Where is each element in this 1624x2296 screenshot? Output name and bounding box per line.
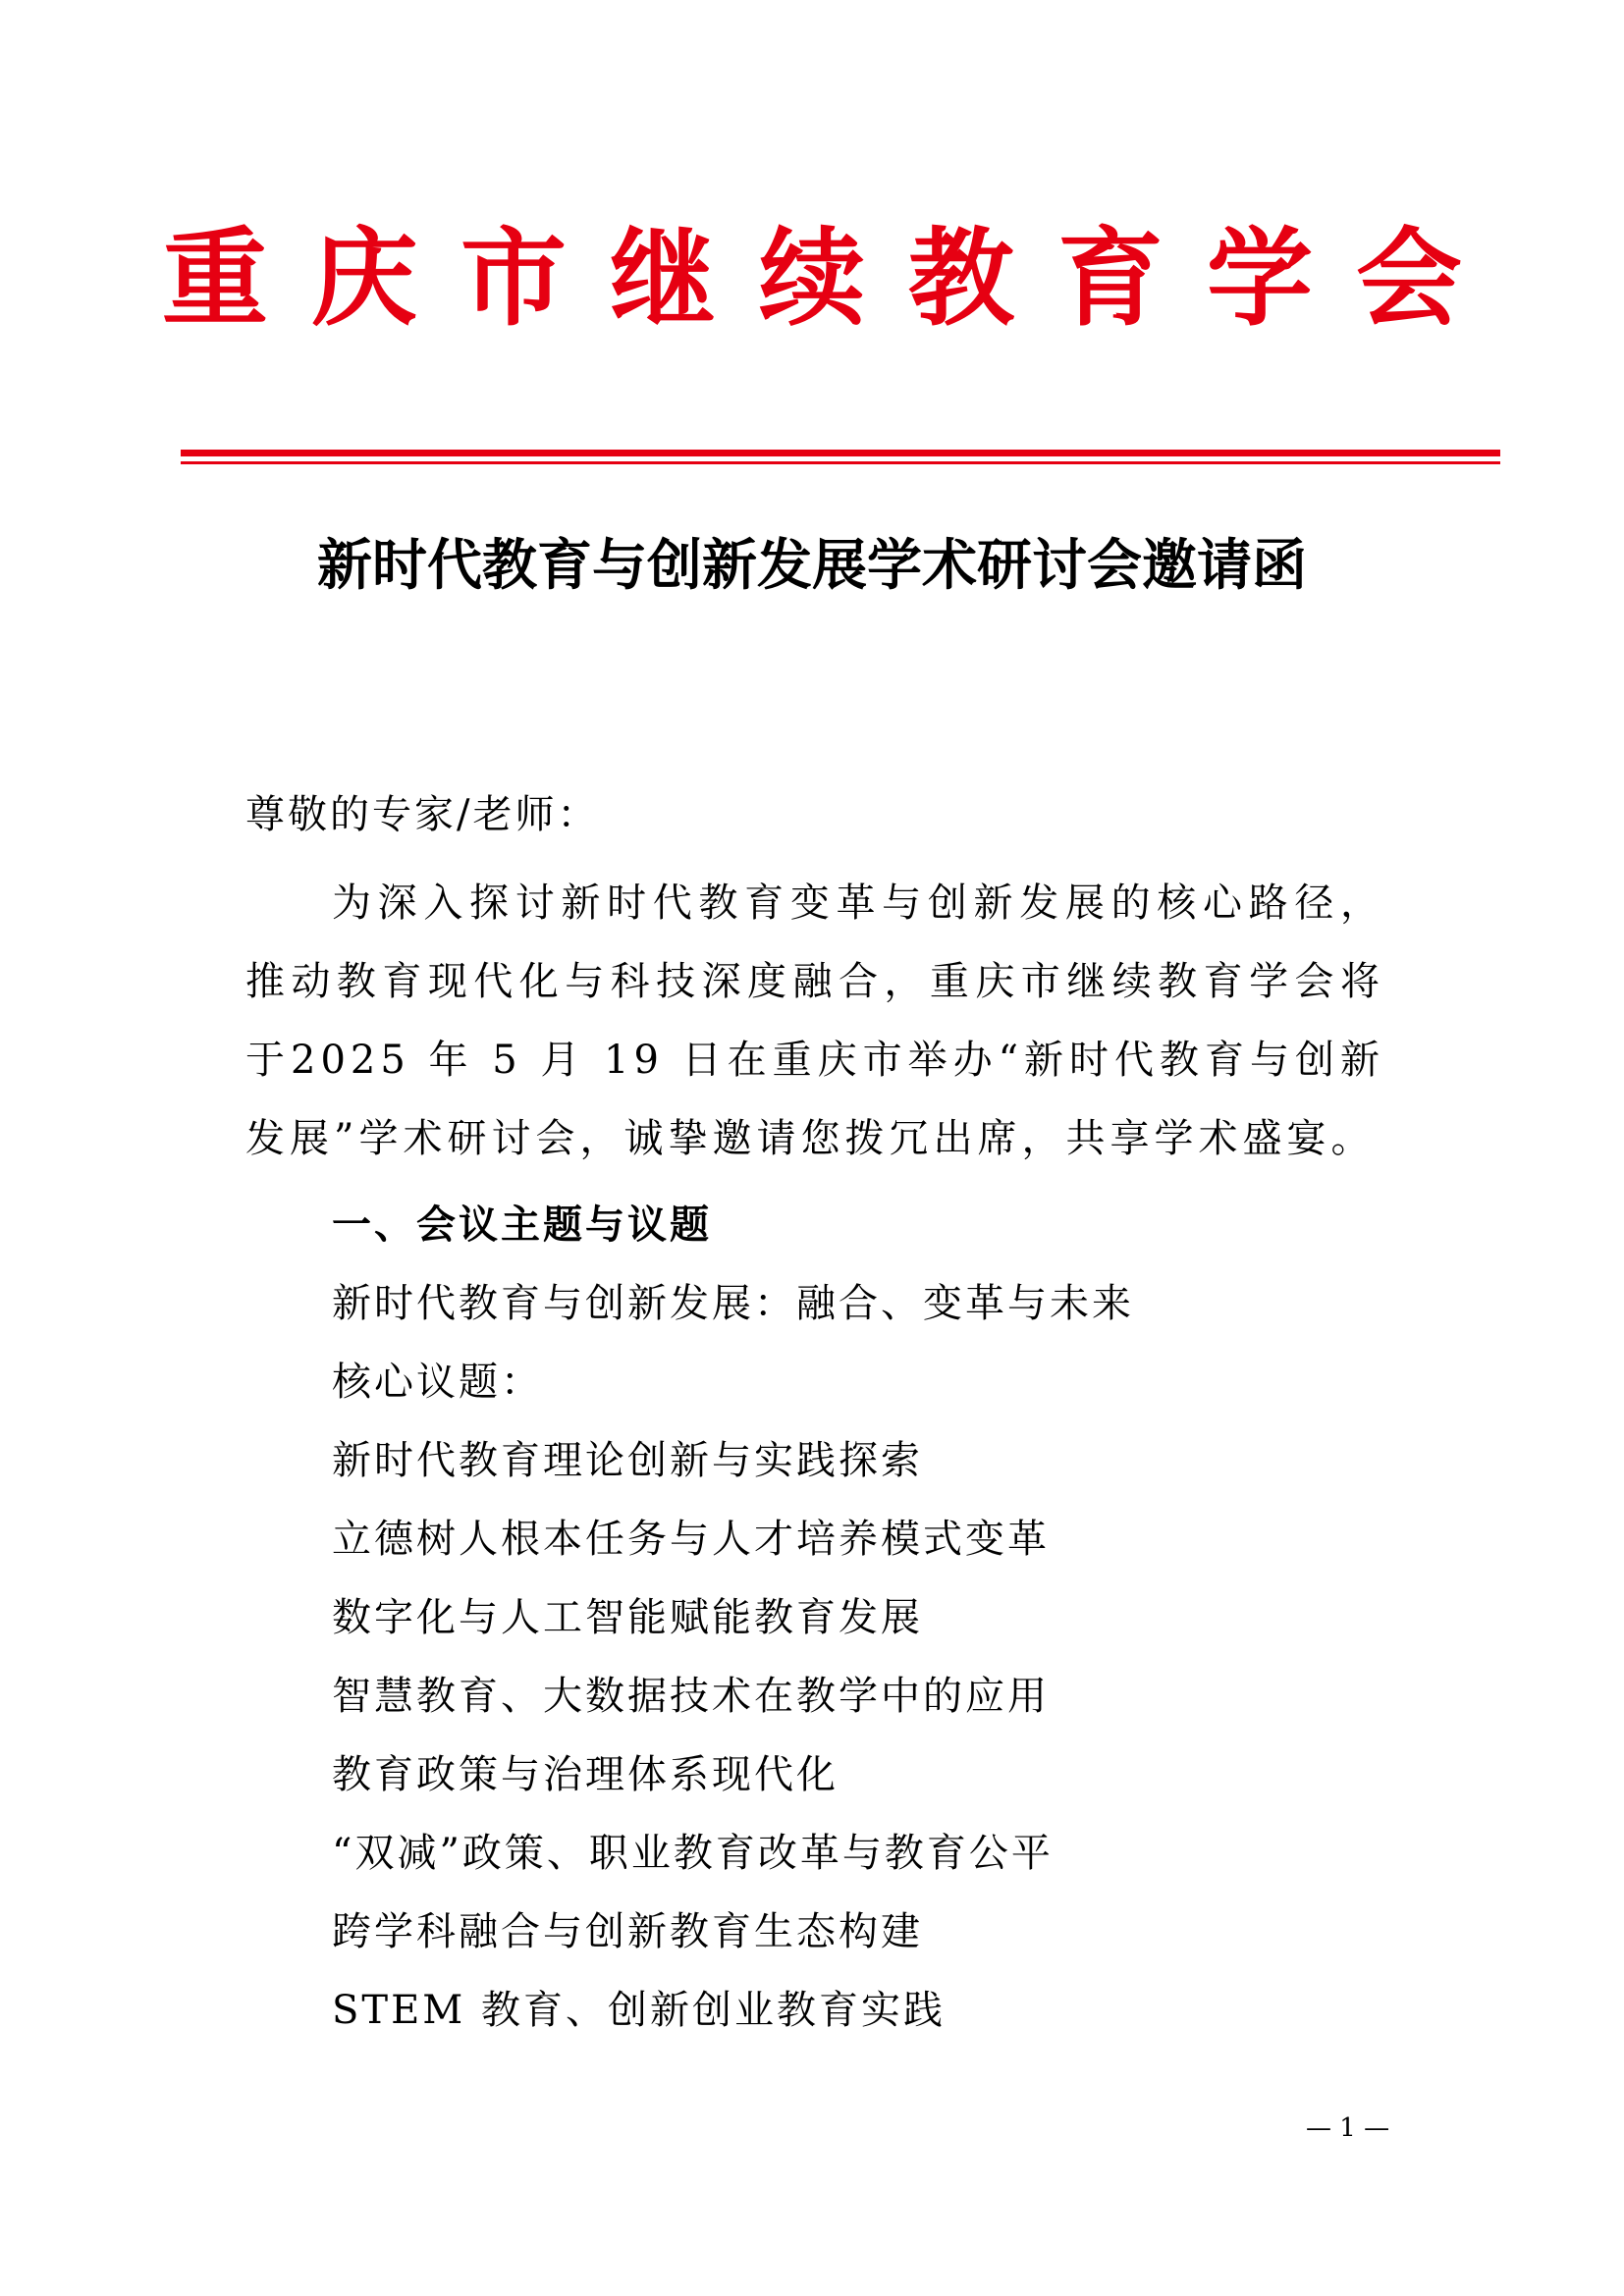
- core-topics-label: 核心议题：: [332, 1360, 543, 1405]
- header-rule-thin: [181, 461, 1500, 464]
- salutation: 尊敬的专家/老师：: [245, 792, 600, 837]
- topic-item: “双减”政策、职业教育改革与教育公平: [332, 1831, 1054, 1876]
- topic-item: 立德树人根本任务与人才培养模式变革: [332, 1517, 1050, 1562]
- topic-item: 教育政策与治理体系现代化: [332, 1752, 839, 1797]
- page-number: — 1 —: [1306, 2113, 1390, 2143]
- topic-item: 智慧教育、大数据技术在教学中的应用: [332, 1674, 1050, 1719]
- intro-paragraph: 为深入探讨新时代教育变革与创新发展的核心路径，推动教育现代化与科技深度融合，重庆市继续教育学会将于2025 年 5 月 19 日在重庆市举办“新时代教育与创新发展”学术研讨会，诚挚邀请您拨冗出席，共享学术盛宴。: [245, 881, 1384, 1161]
- topic-item: STEM 教育、创新创业教育实践: [332, 1988, 946, 2033]
- section-heading: 一、会议主题与议题: [332, 1202, 712, 1248]
- topic-item: 新时代教育理论创新与实践探索: [332, 1438, 923, 1483]
- theme-text: 新时代教育与创新发展：融合、变革与未来: [332, 1281, 1134, 1326]
- topic-item: 数字化与人工智能赋能教育发展: [332, 1595, 923, 1640]
- topic-item: 跨学科融合与创新教育生态构建: [332, 1909, 923, 1954]
- organization-header: 重庆市继续教育学会: [161, 218, 1505, 341]
- document-title: 新时代教育与创新发展学术研讨会邀请函: [317, 533, 1307, 598]
- header-rule-thick: [181, 450, 1500, 456]
